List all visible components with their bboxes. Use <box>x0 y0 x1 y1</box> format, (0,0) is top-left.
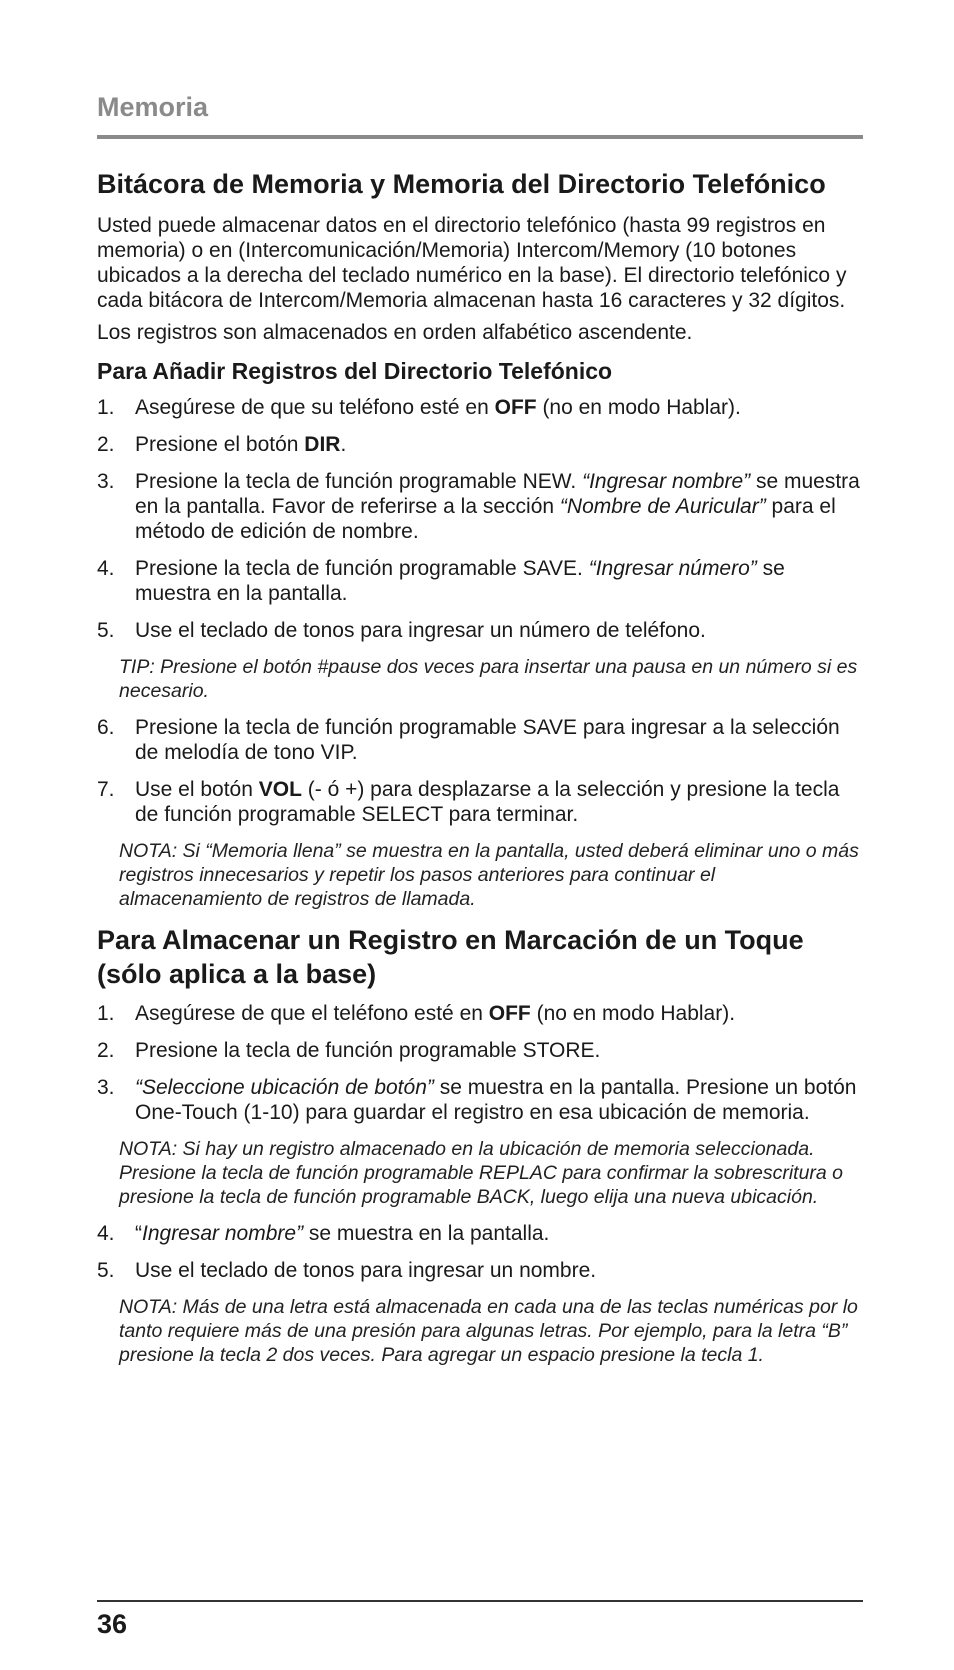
step-item: 4. Presione la tecla de función programable SAVE. “Ingresar número” se muestra en la pantalla. <box>97 557 785 605</box>
letter-entry-note: NOTA: Más de una letra está almacenada en cada una de las teclas numéricas por lo tanto requiere más de una presión para algunas letras. Por ejemplo, para la letra “B” presione la tecla 2 dos veces. Para agregar un espacio presione la tecla 1. <box>119 1296 858 1366</box>
page-number: 36 <box>97 1609 128 1639</box>
overwrite-note: NOTA: Si hay un registro almacenado en la ubicación de memoria seleccionada. Presione la tecla de función programable REPLAC para confirmar la sobrescritura o presione la tecla de función programable BACK, luego elija una nueva ubicación. <box>119 1138 844 1208</box>
steps-list-add-records <box>97 395 863 643</box>
step-item: 6. Presione la tecla de función programable SAVE para ingresar a la selección de melodía de tono VIP. <box>97 716 840 764</box>
step-item: 7. Use el botón VOL (- ó +) para desplazarse a la selección y presione la tecla de función programable SELECT para terminar. <box>97 778 840 826</box>
intro-paragraph: Los registros son almacenados en orden alfabético ascendente. <box>97 321 693 344</box>
step-item: 2. Presione la tecla de función programable STORE. <box>97 1039 601 1062</box>
step-item: 1. Asegúrese de que su teléfono esté en OFF (no en modo Hablar). <box>97 396 741 419</box>
section-heading-add-records: Para Añadir Registros del Directorio Telefónico <box>97 358 613 384</box>
step-item: 3. Presione la tecla de función programable NEW. “Ingresar nombre” se muestra en la pantalla. Favor de referirse a la sección “Nombre de Auricular” para el método de edición de nombre. <box>97 470 860 543</box>
steps-list-one-touch-cont <box>97 1221 863 1283</box>
tip-note: TIP: Presione el botón #pause dos veces para insertar una pausa en un número si es necesario. <box>119 656 858 702</box>
header-rule <box>97 135 863 139</box>
footer-rule <box>97 1600 863 1602</box>
section-heading-one-touch: Para Almacenar un Registro en Marcación de un Toque (sólo aplica a la base) <box>97 925 804 989</box>
memory-full-note: NOTA: Si “Memoria llena” se muestra en la pantalla, usted deberá eliminar uno o más registros innecesarios y repetir los pasos anteriores para continuar el almacenamiento de registros de llamada. <box>119 840 859 910</box>
step-item: 4. “Ingresar nombre” se muestra en la pantalla. <box>97 1222 550 1245</box>
steps-list-add-records-cont <box>97 715 863 827</box>
manual-page <box>97 0 863 1670</box>
page-title: Bitácora de Memoria y Memoria del Directorio Telefónico <box>97 169 826 199</box>
steps-list-one-touch <box>97 1001 863 1125</box>
step-item: 3. “Seleccione ubicación de botón” se muestra en la pantalla. Presione un botón One-Touch (1-10) para guardar el registro en esa ubicación de memoria. <box>97 1076 857 1124</box>
step-item: 2. Presione el botón DIR. <box>97 433 347 456</box>
step-item: 5. Use el teclado de tonos para ingresar un nombre. <box>97 1259 597 1282</box>
intro-paragraph: Usted puede almacenar datos en el directorio telefónico (hasta 99 registros en memoria) o en (Intercomunicación/Memoria) Intercom/Memory (10 botones ubicados a la derecha del teclado numérico en la base). El directorio telefónico y cada bitácora de Intercom/Memoria almacenan hasta 16 caracteres y 32 dígitos. <box>97 214 847 312</box>
step-item: 5. Use el teclado de tonos para ingresar un número de teléfono. <box>97 619 706 642</box>
page-content <box>97 168 863 1379</box>
step-item: 1. Asegúrese de que el teléfono esté en OFF (no en modo Hablar). <box>97 1002 736 1025</box>
running-header: Memoria <box>97 92 209 122</box>
